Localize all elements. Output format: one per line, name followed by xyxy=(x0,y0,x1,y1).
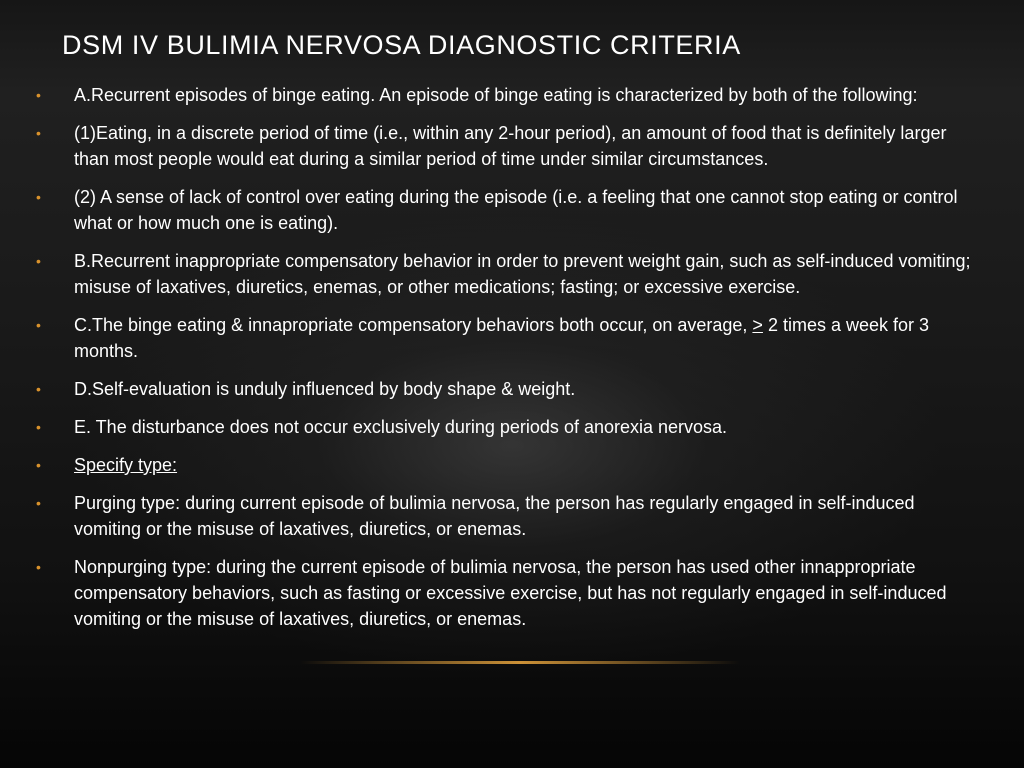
bullet-text: B.Recurrent inappropriate compensatory behavior in order to prevent weight gain, such as self-induced vomiting; misuse of laxatives, diuretics, enemas, or other medications; fasting; or excessive exercise. xyxy=(74,251,971,297)
bullet-dot-icon: • xyxy=(36,253,41,269)
bullet-text-end: 2 times a week for 3 months. xyxy=(74,315,930,361)
bullet-dot-icon: • xyxy=(36,457,41,473)
bullet-text: Nonpurging type: during the current episode of bulimia nervosa, the person has used other innappropriate compensatory behaviors, such as fasting or excessive exercise, but has not regularly engaged in self-induced vomiting or the misuse of laxatives, diuretics, or enemas. xyxy=(74,557,947,629)
decorative-glow-line xyxy=(300,661,740,664)
bullet-dot-icon: • xyxy=(36,125,41,141)
bullet-dot-icon: • xyxy=(36,87,41,103)
bullet-criterion-d xyxy=(36,376,986,402)
bullet-criterion-b xyxy=(36,248,986,300)
bullet-text-underlined: Specify type: xyxy=(74,455,178,475)
slide-title: DSM IV BULIMIA NERVOSA DIAGNOSTIC CRITERIA xyxy=(62,30,741,60)
bullet-dot-icon: • xyxy=(36,381,41,397)
bullet-nonpurging-type xyxy=(36,554,986,632)
bullet-dot-icon: • xyxy=(36,189,41,205)
bullet-criterion-a1 xyxy=(36,120,986,172)
bullet-dot-icon: • xyxy=(36,317,41,333)
bullet-text: (2) A sense of lack of control over eating during the episode (i.e. a feeling that one cannot stop eating or control what or how much one is eating). xyxy=(74,187,958,233)
bullet-text: A.Recurrent episodes of binge eating. An episode of binge eating is characterized by both of the following: xyxy=(74,85,918,105)
bullet-text-start: C.The binge eating & innapropriate compensatory behaviors both occur, on average, xyxy=(74,315,753,335)
bullet-dot-icon: • xyxy=(36,559,41,575)
bullet-criterion-a xyxy=(36,82,986,108)
bullet-criterion-c xyxy=(36,312,986,364)
bullet-dot-icon: • xyxy=(36,495,41,511)
bullet-criterion-a2 xyxy=(36,184,986,236)
bullet-criterion-e xyxy=(36,414,986,440)
bullet-text: (1)Eating, in a discrete period of time (i.e., within any 2-hour period), an amount of food that is definitely larger than most people would eat during a similar period of time under similar circumstances. xyxy=(74,123,947,169)
bullet-purging-type xyxy=(36,490,986,542)
bullet-text: Purging type: during current episode of bulimia nervosa, the person has regularly engaged in self-induced vomiting or the misuse of laxatives, diuretics, or enemas. xyxy=(74,493,915,539)
criteria-bullet-list xyxy=(36,82,986,644)
bullet-text: D.Self-evaluation is unduly influenced by body shape & weight. xyxy=(74,379,576,399)
bullet-text: E. The disturbance does not occur exclusively during periods of anorexia nervosa. xyxy=(74,417,728,437)
bullet-specify-type xyxy=(36,452,986,478)
bullet-dot-icon: • xyxy=(36,419,41,435)
greater-or-equal-symbol: > xyxy=(752,315,763,335)
